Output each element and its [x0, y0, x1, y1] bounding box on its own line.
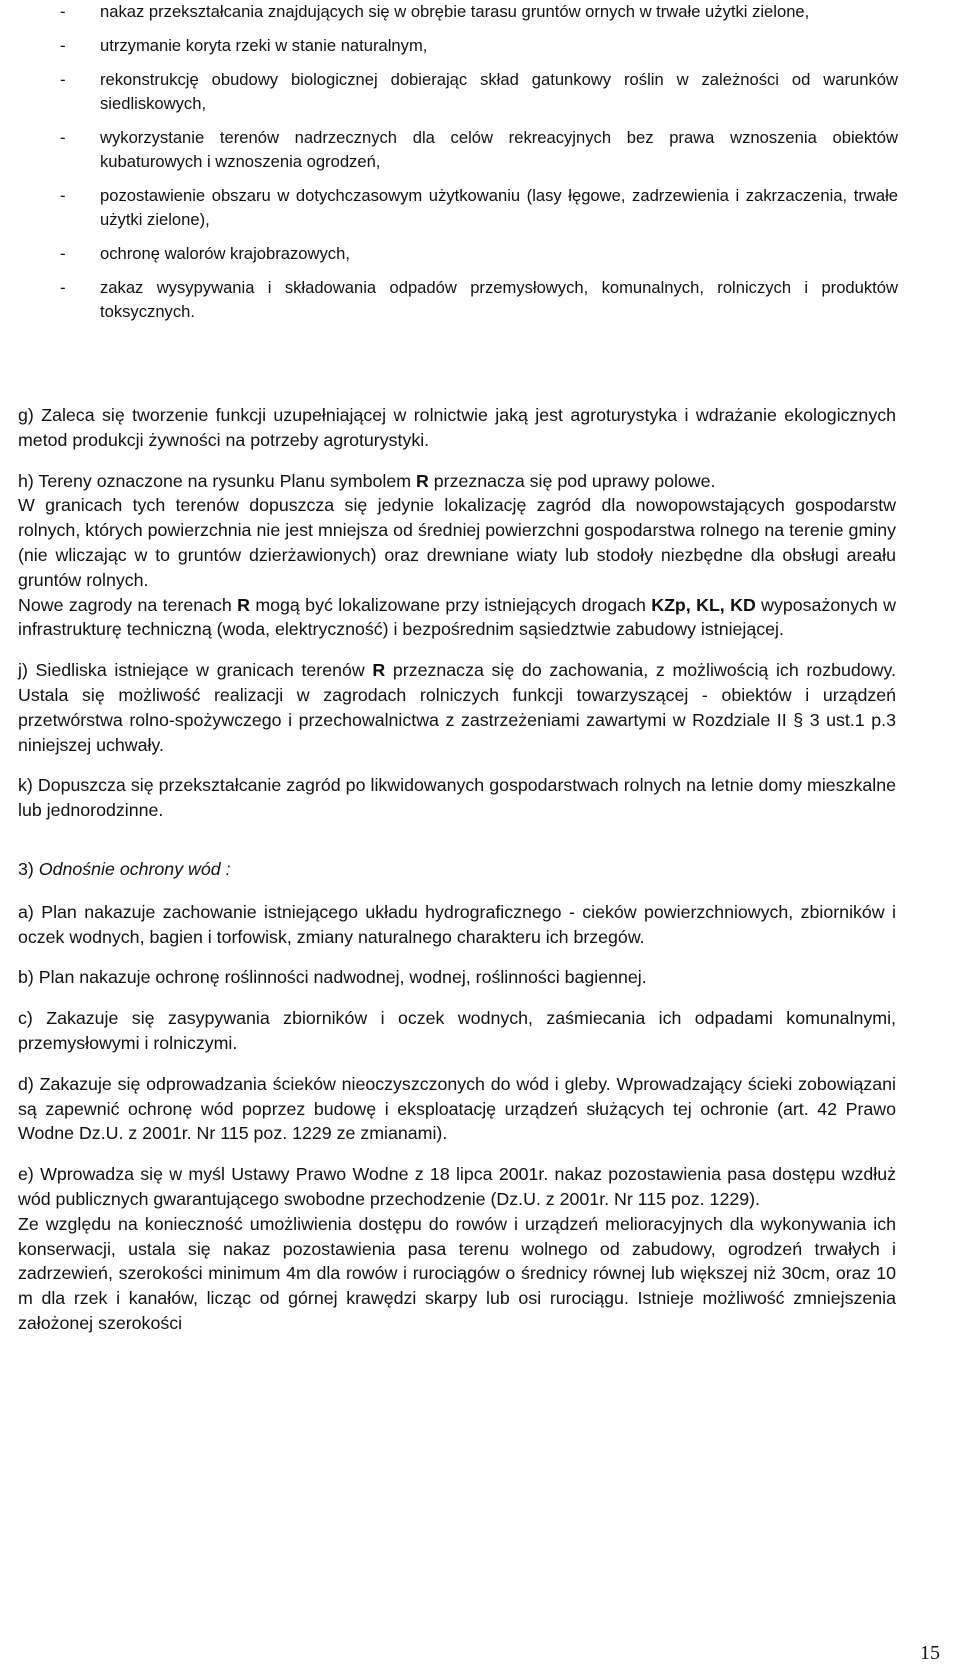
paragraph-e-detail: Ze względu na konieczność umożliwienia dostępu do rowów i urządzeń melioracyjnych dla wykonywania ich konserwacji, ustala się nakaz pozostawienia pasa terenu wolnego od zabudowy, ogrodzeń trwałych i zadrzewień, szerokości minimum 4m dla rowów i rurociągów o średnicy równej lub większej niż 30cm, oraz 10 m dla rzek i kanałów, licząc od górnej krawędzi skarpy lub osi rurociągu. Istnieje możliwość zmniejszenia założonej szerokości — [18, 1213, 896, 1333]
bullet-text: nakaz przekształcania znajdujących się w obrębie tarasu gruntów ornych w trwałe użytki zielone, — [100, 2, 810, 21]
bullet-text: pozostawienie obszaru w dotychczasowym użytkowaniu (lasy łęgowe, zadrzewienia i zakrzaczenia, trwałe użytki zielone), — [100, 186, 898, 229]
symbol-r: R — [372, 660, 386, 681]
bullet-item — [18, 276, 898, 324]
symbol-r: R — [416, 470, 429, 491]
paragraph-h-detail: W granicach tych terenów dopuszcza się jedynie lokalizację zagród dla nowopowstających gospodarstw rolnych, których powierzchnia nie jest mniejsza od średniej powierzchni gospodarstwa rolnego na terenie gminy (nie wliczając w to gruntów dzierżawionych) oraz drewniane wiaty lub stodoły niezbędne dla obsługi areału gruntów rolnych. — [18, 495, 896, 590]
section-title: Odnośnie ochrony wód : — [38, 858, 231, 879]
paragraph-j-text: przeznacza się do zachowania, z możliwością ich rozbudowy. Ustala się możliwość realizacji w zagrodach rolniczych funkcji towarzyszącej - obiektów i urządzeń przetwórstwa rolno-spożywczego i przechowalnictwa z zastrzeżeniami zawartymi w Rozdziale II § 3 ust.1 p.3 niniejszej uchwały. — [18, 660, 896, 755]
section-number: 3) — [18, 858, 39, 879]
paragraph-h-text: h) Tereny oznaczone na rysunku Planu symbolem — [18, 470, 416, 491]
document-body — [18, 403, 896, 1336]
paragraph-g: g) Zaleca się tworzenie funkcji uzupełniającej w rolnictwie jaką jest agroturystyka i wdrażanie ekologicznych metod produkcji żywności na potrzeby agroturystyki. — [18, 405, 896, 450]
paragraph-j-text: j) Siedliska istniejące w granicach terenów — [18, 660, 373, 681]
bullet-item — [18, 126, 898, 174]
bullet-dash: - — [60, 278, 66, 297]
paragraph-e: e) Wprowadza się w myśl Ustawy Prawo Wodne z 18 lipca 2001r. nakaz pozostawienia pasa dostępu wzdłuż wód publicznych gwarantującego swobodne przechodzenie (Dz.U. z 2001r. Nr 115 poz. 1229). — [18, 1164, 896, 1209]
bullet-text: rekonstrukcję obudowy biologicznej dobierając skład gatunkowy roślin w zależności od warunków siedliskowych, — [100, 70, 898, 113]
bullet-dash: - — [60, 244, 66, 263]
paragraph-h-roads-text: Nowe zagrody na terenach — [18, 594, 238, 615]
bullet-list — [18, 0, 898, 324]
paragraph-a: a) Plan nakazuje zachowanie istniejącego układu hydrograficznego - cieków powierzchniowych, zbiorników i oczek wodnych, bagien i torfowisk, zmiany naturalnego charakteru ich brzegów. — [18, 901, 896, 947]
paragraph-c: c) Zakazuje się zasypywania zbiorników i oczek wodnych, zaśmiecania ich odpadami komunalnymi, przemysłowymi i rolniczymi. — [18, 1008, 896, 1053]
bullet-item — [18, 242, 898, 266]
bullet-dash: - — [60, 70, 66, 89]
bullet-text: ochronę walorów krajobrazowych, — [100, 244, 350, 263]
paragraph-h-text-end: przeznacza się pod uprawy polowe. — [428, 470, 716, 491]
paragraph-j — [18, 658, 896, 757]
bullet-dash: - — [60, 186, 66, 205]
bullet-item — [18, 68, 898, 116]
paragraph-h-roads-text: mogą być lokalizowane przy istniejących drogach — [249, 594, 652, 615]
paragraph-h-roads — [18, 593, 896, 643]
paragraph-k: k) Dopuszcza się przekształcanie zagród po likwidowanych gospodarstwach rolnych na letnie domy mieszkalne lub jednorodzinne. — [18, 775, 896, 821]
section-heading — [18, 857, 896, 882]
paragraph-h — [18, 469, 896, 494]
bullet-dash: - — [60, 2, 66, 21]
bullet-dash: - — [60, 128, 66, 147]
page-number: 15 — [920, 1642, 940, 1664]
paragraph-d: d) Zakazuje się odprowadzania ścieków nieoczyszczonych do wód i gleby. Wprowadzający ścieki zobowiązani są zapewnić ochronę wód poprzez budowę i eksploatację urządzeń służących tej ochronie (art. 42 Prawo Wodne Dz.U. z 2001r. Nr 115 poz. 1229 ze zmianami). — [18, 1073, 896, 1144]
bullet-text: zakaz wysypywania i składowania odpadów przemysłowych, komunalnych, rolniczych i produktów toksycznych. — [100, 278, 898, 321]
bullet-text: utrzymanie koryta rzeki w stanie naturalnym, — [100, 36, 428, 55]
symbol-r: R — [237, 594, 250, 615]
paragraph-b: b) Plan nakazuje ochronę roślinności nadwodnej, wodnej, roślinności bagiennej. — [18, 967, 647, 988]
bullet-item — [18, 34, 898, 58]
bullet-dash: - — [60, 36, 66, 55]
road-symbols: KZp, KL, KD — [651, 594, 756, 615]
bullet-text: wykorzystanie terenów nadrzecznych dla celów rekreacyjnych bez prawa wznoszenia obiektów kubaturowych i wznoszenia ogrodzeń, — [100, 128, 898, 171]
paragraph-h-roads-text: wyposażonych w infrastrukturę techniczną (woda, elektryczność) i bezpośrednim sąsiedztwie zabudowy istniejącej. — [18, 594, 896, 640]
bullet-item — [18, 184, 898, 232]
bullet-item — [18, 0, 898, 24]
